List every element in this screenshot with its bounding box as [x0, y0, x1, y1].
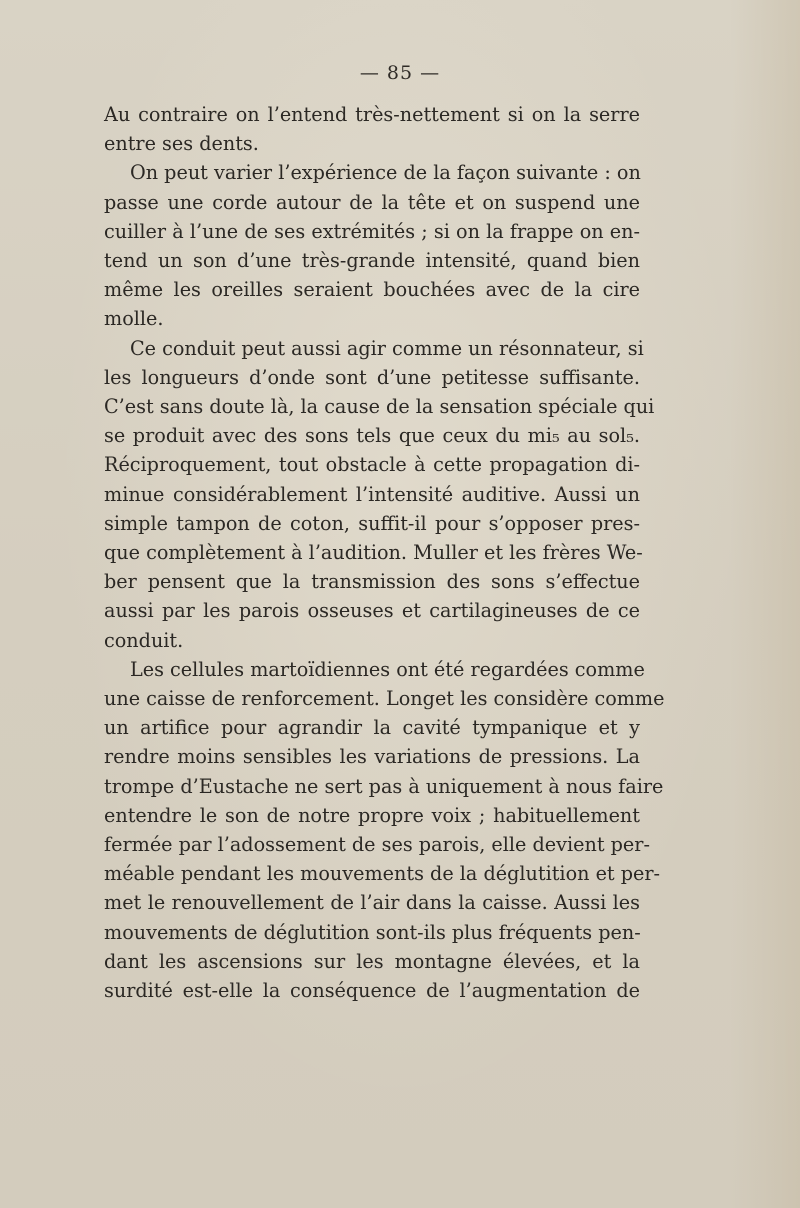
text-line: tend un son d’une très-grande intensité, quand bien: [104, 249, 640, 273]
body-text: [104, 100, 665, 1005]
paragraph-2: [104, 158, 640, 333]
text-line: Au contraire on l’entend très-nettement si on la serre: [104, 103, 640, 126]
text-line: trompe d’Eustache ne sert pas à uniquement à nous faire: [104, 774, 664, 798]
text-line: aussi par les parois osseuses et cartilagineuses de ce: [104, 599, 640, 623]
page-number: — 85 —: [359, 62, 441, 84]
text-line: une caisse de renforcement. Longet les considère comme: [104, 687, 665, 711]
paragraph-3: [104, 334, 655, 655]
text-line: conduit.: [104, 628, 184, 652]
text-line: un artifice pour agrandir la cavité tympanique et y: [104, 716, 640, 740]
text-line: méable pendant les mouvements de la déglutition et per-: [104, 862, 661, 886]
text-line: cuiller à l’une de ses extrémités ; si on la frappe on en-: [104, 219, 640, 243]
text-line: même les oreilles seraient bouchées avec de la cire: [104, 278, 640, 302]
text-line: C’est sans doute là, la cause de la sensation spéciale qui: [104, 395, 655, 419]
text-line: entre ses dents.: [104, 132, 259, 156]
text-line: Les cellules martoïdiennes ont été regardées comme: [130, 657, 645, 681]
paragraph-1: [104, 100, 640, 158]
text-line: minue considérablement l’intensité auditive. Aussi un: [104, 482, 640, 506]
text-line: passe une corde autour de la tête et on suspend une: [104, 190, 640, 214]
text-line: mouvements de déglutition sont-ils plus fréquents pen-: [104, 920, 641, 944]
text-line: simple tampon de coton, suffit-il pour s’opposer pres-: [104, 511, 640, 535]
page-edge-shadow: [730, 0, 800, 1208]
text-line: Réciproquement, tout obstacle à cette propagation di-: [104, 453, 640, 477]
paragraph-4: [104, 655, 665, 1005]
text-line: rendre moins sensibles les variations de pressions. La: [104, 745, 640, 769]
text-line: entendre le son de notre propre voix ; habituellement: [104, 803, 640, 827]
text-line: molle.: [104, 307, 164, 331]
text-line: ber pensent que la transmission des sons s’effectue: [104, 570, 640, 594]
text-line: Ce conduit peut aussi agir comme un résonnateur, si: [130, 336, 644, 360]
text-line: les longueurs d’onde sont d’une petitesse suffisante.: [104, 365, 640, 389]
text-line: fermée par l’adossement de ses parois, elle devient per-: [104, 833, 650, 857]
text-line: dant les ascensions sur les montagne élevées, et la: [104, 949, 640, 973]
text-line: met le renouvellement de l’air dans la caisse. Aussi les: [104, 891, 640, 915]
text-line: que complètement à l’audition. Muller et les frères We-: [104, 541, 643, 565]
text-line: surdité est-elle la conséquence de l’augmentation de: [104, 979, 640, 1003]
text-line: se produit avec des sons tels que ceux du mi₅ au sol₅.: [104, 424, 640, 448]
text-line: On peut varier l’expérience de la façon suivante : on: [130, 161, 641, 185]
